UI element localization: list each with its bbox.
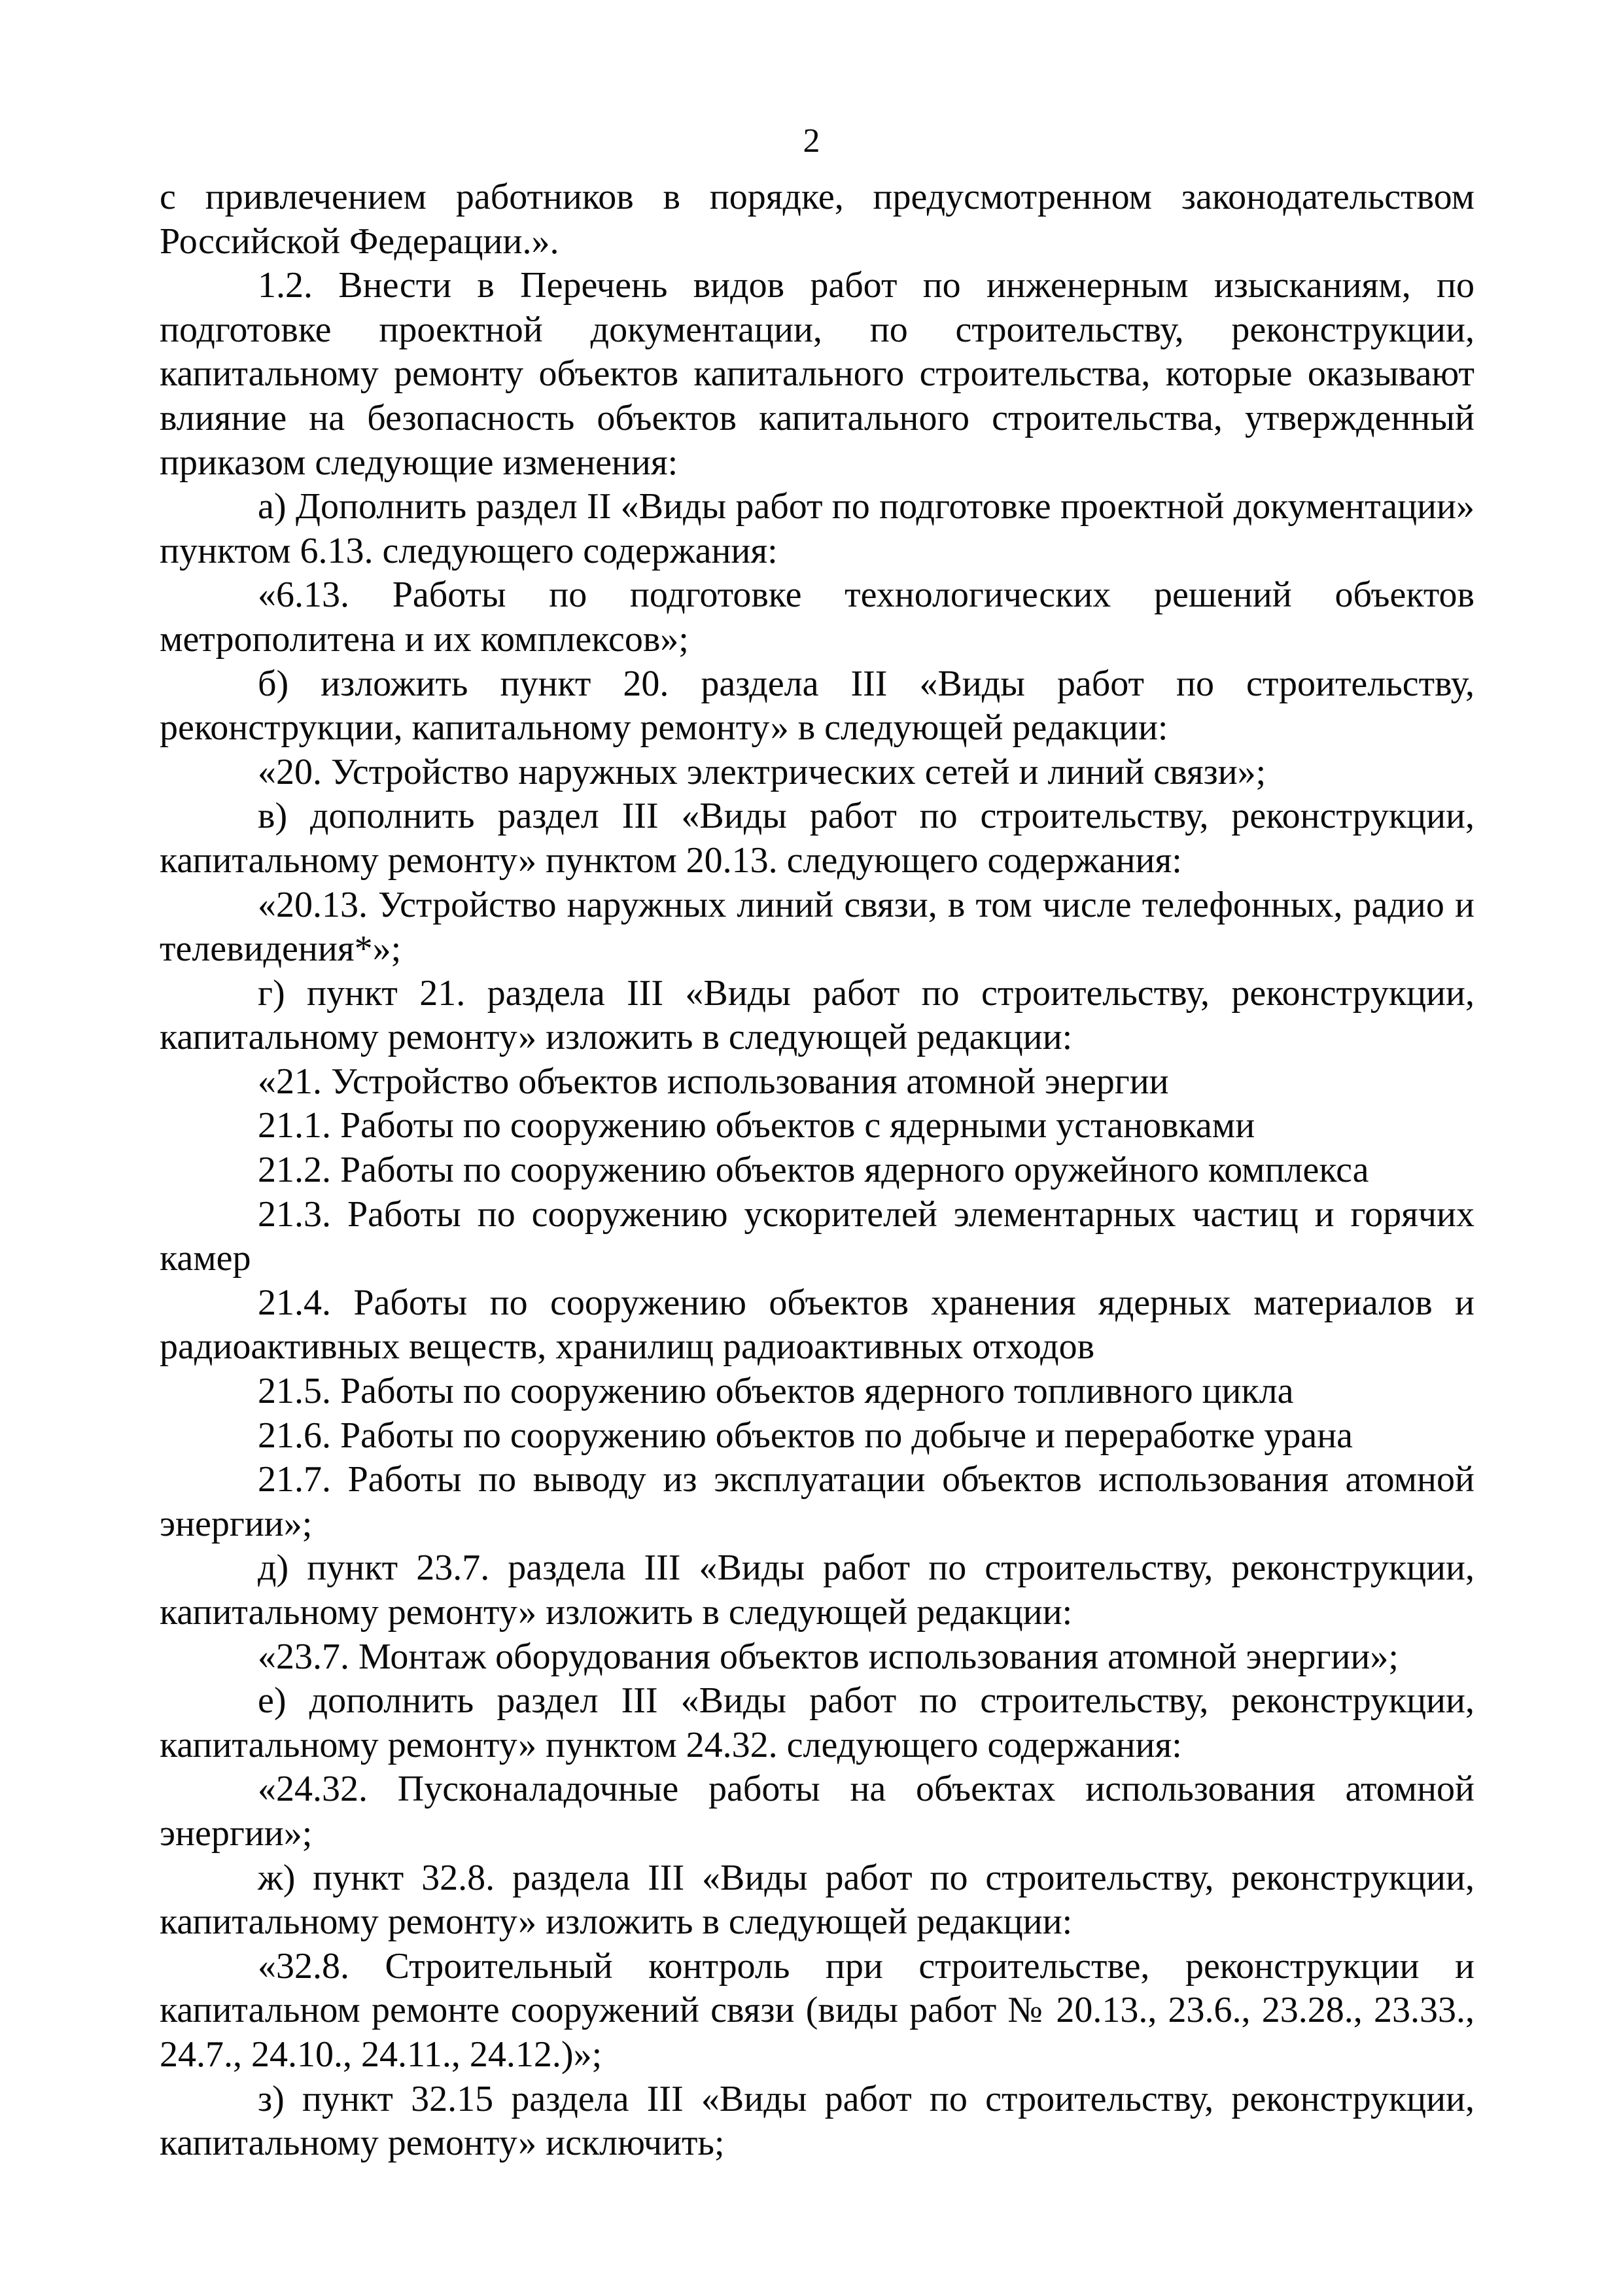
paragraph-21-5: 21.5. Работы по сооружению объектов ядерного топливного цикла [258,1371,1294,1412]
paragraph-quote-21: «21. Устройство объектов использования атомной энергии [258,1061,1169,1102]
paragraph-item-v: в) дополнить раздел III «Виды работ по строительству, реконструкции, капитальному ремонту» пунктом 20.13. следующего содержания: [160,796,1475,881]
paragraph-quote-6-13: «6.13. Работы по подготовке технологических решений объектов метрополитена и их комплексов»; [160,574,1475,660]
paragraph-item-e: е) дополнить раздел III «Виды работ по строительству, реконструкции, капитальному ремонту» пунктом 24.32. следующего содержания: [160,1680,1475,1765]
paragraph-quote-20-13: «20.13. Устройство наружных линий связи, в том числе телефонных, радио и телевидения*»; [160,884,1475,970]
paragraph-21-2: 21.2. Работы по сооружению объектов ядерного оружейного комплекса [258,1150,1369,1191]
paragraph-continuation: с привлечением работников в порядке, предусмотренном законодательством Российской Федерации.». [160,177,1475,262]
paragraph-21-7: 21.7. Работы по выводу из эксплуатации объектов использования атомной энергии»; [160,1459,1475,1544]
paragraph-quote-23-7: «23.7. Монтаж оборудования объектов использования атомной энергии»; [258,1636,1399,1677]
paragraph-item-a: а) Дополнить раздел II «Виды работ по подготовке проектной документации» пунктом 6.13. следующего содержания: [160,486,1475,571]
paragraph-item-1-2: 1.2. Внести в Перечень видов работ по инженерным изысканиям, по подготовке проектной документации, по строительству, реконструкции, капитальному ремонту объектов капитального строительства, которые оказывают влияние на безопасность объектов капитального строительства, утвержденный приказом следующие изменения: [160,265,1475,483]
paragraph-quote-32-8: «32.8. Строительный контроль при строительстве, реконструкции и капитальном ремонте сооружений связи (виды работ № 20.13., 23.6., 23.28., 23.33., 24.7., 24.10., 24.11., 24.12.)»; [160,1945,1475,2075]
paragraph-quote-20: «20. Устройство наружных электрических сетей и линий связи»; [258,751,1266,792]
paragraph-quote-24-32: «24.32. Пусконаладочные работы на объектах использования атомной энергии»; [160,1769,1475,1854]
paragraph-21-6: 21.6. Работы по сооружению объектов по добыче и переработке урана [258,1415,1353,1456]
paragraph-item-g: г) пункт 21. раздела III «Виды работ по строительству, реконструкции, капитальному ремонту» изложить в следующей редакции: [160,972,1475,1058]
paragraph-item-z: з) пункт 32.15 раздела III «Виды работ по строительству, реконструкции, капитальному ремонту» исключить; [160,2078,1475,2164]
paragraph-21-1: 21.1. Работы по сооружению объектов с ядерными установками [258,1105,1255,1146]
paragraph-21-4: 21.4. Работы по сооружению объектов хранения ядерных материалов и радиоактивных веществ, хранилищ радиоактивных отходов [160,1282,1475,1368]
page-number: 2 [803,122,820,160]
paragraph-item-d: д) пункт 23.7. раздела III «Виды работ по строительству, реконструкции, капитальному ремонту» изложить в следующей редакции: [160,1547,1475,1633]
paragraph-21-3: 21.3. Работы по сооружению ускорителей элементарных частиц и горячих камер [160,1193,1475,1279]
paragraph-item-b: б) изложить пункт 20. раздела III «Виды работ по строительству, реконструкции, капитальному ремонту» в следующей редакции: [160,663,1475,749]
paragraph-item-zh: ж) пункт 32.8. раздела III «Виды работ по строительству, реконструкции, капитальному ремонту» изложить в следующей редакции: [160,1857,1475,1943]
document-body [160,175,1475,2166]
